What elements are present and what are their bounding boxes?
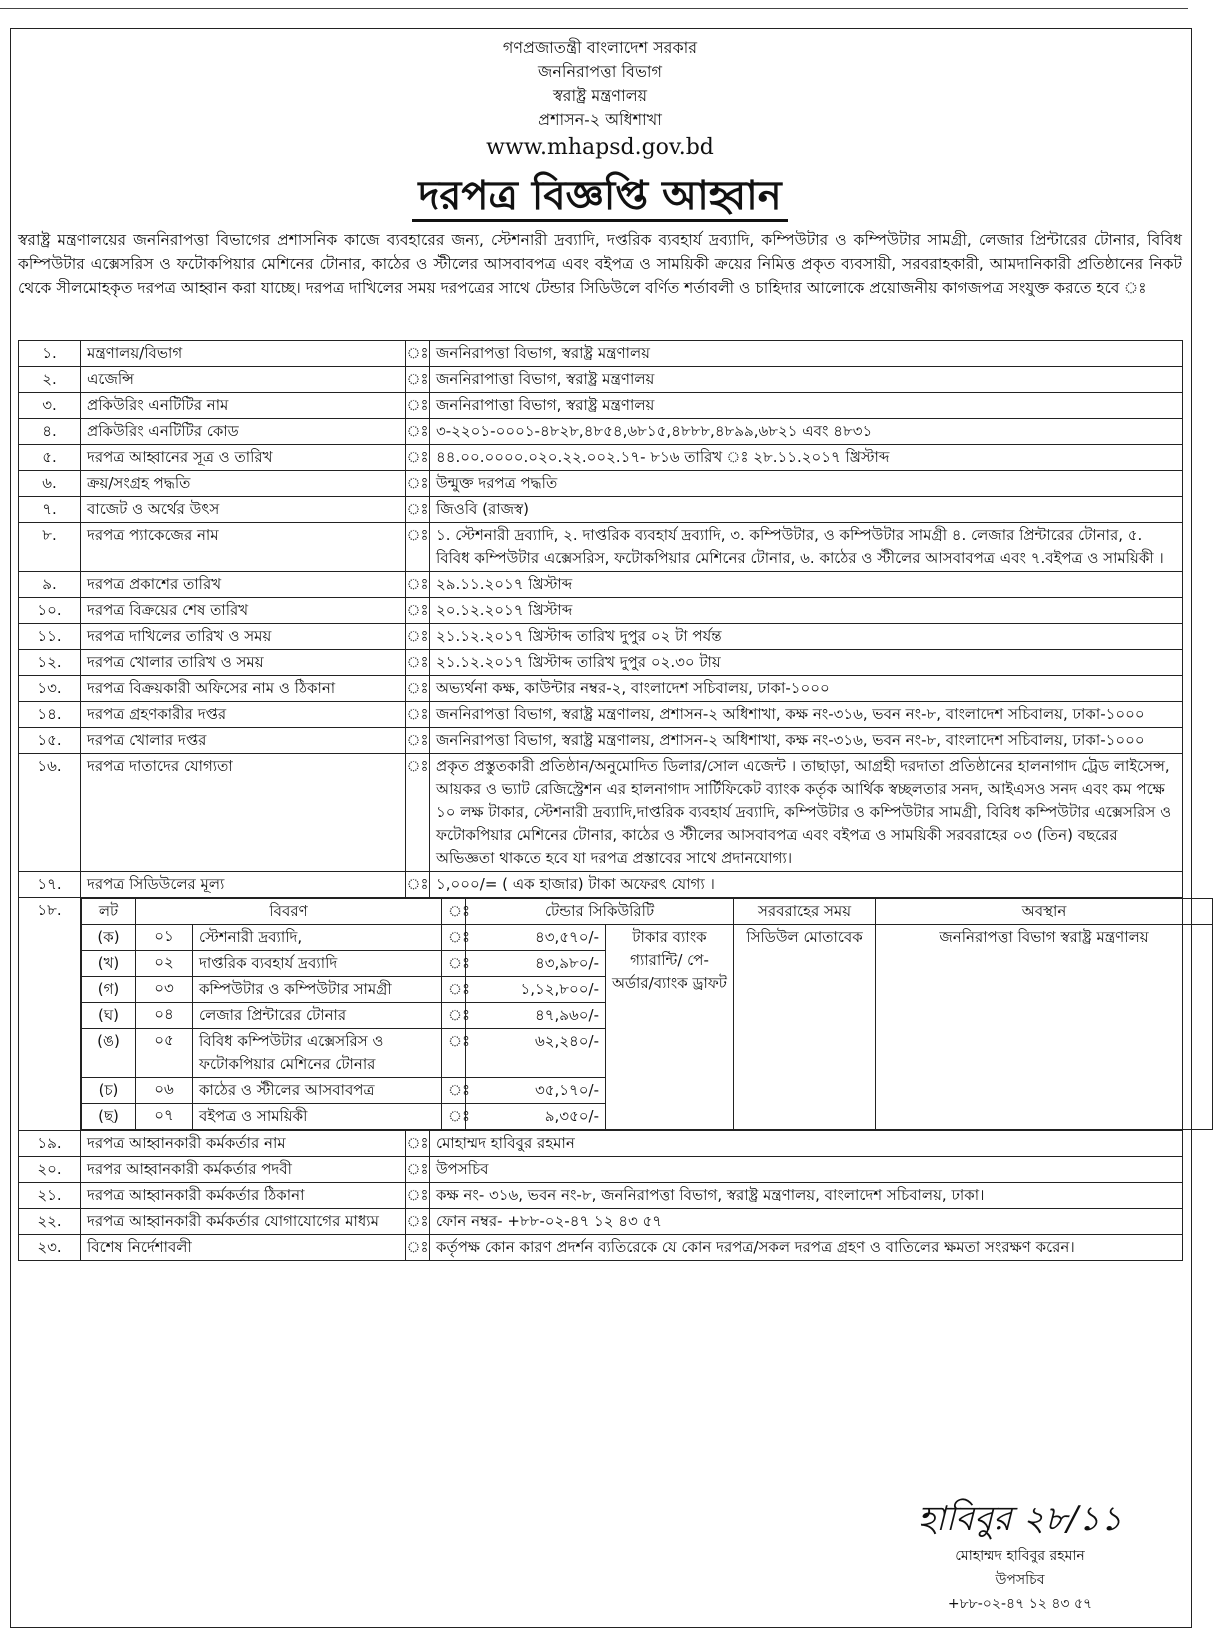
lot-description: লেজার প্রিন্টারের টোনার (192, 1003, 441, 1028)
lot-number: ০৫ (154, 1031, 174, 1049)
lot-description: বিবিধ কম্পিউটার এক্সেসরিস ও ফটোকপিয়ার মেশিনের টোনার (192, 1029, 441, 1077)
intro-paragraph: স্বরাষ্ট্র মন্ত্রণালয়ের জননিরাপত্তা বিভাগের প্রশাসনিক কাজে ব্যবহারের জন্য, স্টেশনারী দ্রব্যাদি, দপ্তরিক ব্যবহার্য দ্রব্যাদি, কম্পিউটার ও কম্পিউটার সামগ্রী, লেজার প্রিন্টারের টোনার, বিবিধ কম্পিউটার এক্সেসরিস ও ফটোকপিয়ার মেশিনের টোনার, কাঠের ও স্টীলের আসবাবপত্র এবং বইপত্র ও সাময়িকী ক্রয়ের নিমিত্ত প্রকৃত ব্যবসায়ী, সরবরাহকারী, আমদানিকারী প্রতিষ্ঠানের নিকট থেকে সীলমোহকৃত দরপত্র আহ্বান করা যাচ্ছে। দরপত্র দাখিলের সময় দরপত্রের সাথে টেন্ডার সিডিউলে বর্ণিত শর্তাবলী ও চাহিদার আলোকে প্রয়োজনীয় কাগজপত্র সংযুক্ত করতে হবে ঃ (18, 231, 1182, 297)
top-rule (0, 8, 1188, 9)
row-label: দরপত্র আহ্বানকারী কর্মকর্তার ঠিকানা (81, 1183, 406, 1209)
colon: ঃ (406, 341, 430, 367)
colon: ঃ (406, 598, 430, 624)
colon: ঃ (442, 1003, 466, 1029)
colon: ঃ (442, 951, 466, 977)
colon: ঃ (406, 497, 430, 523)
security-amount: ৩৫,১৭০/- (466, 1078, 606, 1104)
colon: ঃ (406, 445, 430, 471)
row-number: ১৩. (19, 676, 81, 702)
lot-col-head: লট (82, 899, 136, 925)
lot-item-cell (136, 1003, 442, 1029)
table-row (19, 393, 1183, 419)
row-label: দরপত্র প্যাকেজের নাম (81, 523, 406, 572)
security-amount: ৪৩,৯৮০/- (466, 951, 606, 977)
security-amount: ৯,৩৫০/- (466, 1104, 606, 1130)
colon: ঃ (406, 728, 430, 754)
row-number: ৩. (19, 393, 81, 419)
row-number: ১৬. (19, 754, 81, 872)
row-label: দরপত্র বিক্রয়কারী অফিসের নাম ও ঠিকানা (81, 676, 406, 702)
lot-item-cell (136, 1029, 442, 1078)
row-value: জননিরাপত্তা বিভাগ, স্বরাষ্ট্র মন্ত্রণালয়, প্রশাসন-২ অধিশাখা, কক্ষ নং-৩১৬, ভবন নং-৮, বাংলাদেশ সচিবালয়, ঢাকা-১০০০ (430, 728, 1183, 754)
colon: ঃ (442, 1104, 466, 1130)
security-amount: ১,১২,৮০০/- (466, 977, 606, 1003)
colon: ঃ (406, 702, 430, 728)
row-value: জননিরাপত্তা বিভাগ, স্বরাষ্ট্র মন্ত্রণালয় (430, 341, 1183, 367)
colon: ঃ (406, 650, 430, 676)
row-value: ২৯.১১.২০১৭ খ্রিস্টাব্দ (430, 572, 1183, 598)
colon: ঃ (442, 925, 466, 951)
signatory-name: মোহাম্মদ হাবিবুর রহমান (955, 1548, 1085, 1564)
table-row (19, 497, 1183, 523)
table-row (19, 702, 1183, 728)
row-value: উন্মুক্ত দরপত্র পদ্ধতি (430, 471, 1183, 497)
colon: ঃ (406, 572, 430, 598)
table-row (19, 1131, 1183, 1157)
lot-description: স্টেশনারী দ্রব্যাদি, (192, 925, 441, 950)
row-value: ১,০০০/= ( এক হাজার) টাকা অফেরৎ যোগ্য । (430, 872, 1183, 898)
delivery-location: জননিরাপত্তা বিভাগ স্বরাষ্ট্র মন্ত্রণালয় (876, 925, 1213, 1130)
row-value: উপসচিব (430, 1157, 1183, 1183)
row-label: দরপত্র খোলার তারিখ ও সময় (81, 650, 406, 676)
row-number: ৬. (19, 471, 81, 497)
colon: ঃ (406, 419, 430, 445)
table-row (19, 1183, 1183, 1209)
division-name: জননিরাপত্তা বিভাগ (538, 62, 662, 81)
row-label: দরপত্র আহ্বানকারী কর্মকর্তার যোগাযোগের মাধ্যম (81, 1209, 406, 1235)
table-row (19, 1157, 1183, 1183)
row-label: দরপত্র খোলার দপ্তর (81, 728, 406, 754)
lot-item-id: (ক) (82, 925, 136, 951)
lot-description: কাঠের ও স্টীলের আসবাবপত্র (192, 1078, 441, 1103)
row-value: ২১.১২.২০১৭ খ্রিস্টাব্দ তারিখ দুপুর ০২.৩০ টায় (430, 650, 1183, 676)
signatory-designation: উপসচিব (995, 1572, 1045, 1588)
colon: ঃ (442, 899, 466, 925)
row-label: ক্রয়/সংগ্রহ পদ্ধতি (81, 471, 406, 497)
lot-item-id: (গ) (82, 977, 136, 1003)
colon: ঃ (406, 676, 430, 702)
table-row (19, 650, 1183, 676)
lot-item-cell (136, 951, 442, 977)
row-value: ফোন নম্বর- +৮৮-০২-৪৭ ১২ ৪৩ ৫৭ (430, 1209, 1183, 1235)
row-label: দরপত্র বিক্রয়ের শেষ তারিখ (81, 598, 406, 624)
lot-number: ০৬ (154, 1080, 174, 1098)
table-row (19, 624, 1183, 650)
row-value: জিওবি (রাজস্ব) (430, 497, 1183, 523)
colon: ঃ (406, 471, 430, 497)
tender-table (18, 340, 1183, 1261)
notice-title (0, 172, 1200, 220)
lot-item-cell (136, 925, 442, 951)
row-label: প্রকিউরিং এনটিটির নাম (81, 393, 406, 419)
row-value: প্রকৃত প্রস্তুতকারী প্রতিষ্ঠান/অনুমোদিত ডিলার/সোল এজেন্ট । তাছাড়া, আগ্রহী দরদাতা প্রতিষ্ঠানের হালনাগাদ ট্রেড লাইসেন্স, আয়কর ও ভ্যাট রেজিস্ট্রেশন এর হালনাগাদ সার্টিফিকেট ব্যাংক কর্তৃক আর্থিক স্বচ্ছলতার সনদ, আইএসও সনদ এবং কম পক্ষে ১০ লক্ষ টাকার, স্টেশনারী দ্রব্যাদি,দাপ্তরিক ব্যবহার্য দ্রব্যাদি, কম্পিউটার ও কম্পিউটার সামগ্রী, বিবিধ কম্পিউটার এক্সেসরিস ও ফটোকপিয়ার মেশিনের টোনার, কাঠের ও স্টীলের আসবাবপত্র এবং বইপত্র ও সাময়িকী সরবরাহের ০৩ (তিন) বছরের অভিজ্ঞতা থাকতে হবে যা দরপত্র প্রস্তাবের সাথে প্রদানযোগ্য। (430, 754, 1183, 872)
colon: ঃ (406, 872, 430, 898)
table-row (19, 367, 1183, 393)
row-number: ১৮. (19, 898, 81, 1131)
colon: ঃ (442, 1029, 466, 1078)
row-number: ১৫. (19, 728, 81, 754)
row-number: ২২. (19, 1209, 81, 1235)
table-row (19, 1209, 1183, 1235)
security-col-head: টেন্ডার সিকিউরিটি (466, 899, 734, 925)
lot-cell (81, 898, 1183, 1131)
lot-item-id: (চ) (82, 1078, 136, 1104)
row-label: মন্ত্রণালয়/বিভাগ (81, 341, 406, 367)
letterhead (0, 36, 1200, 162)
colon: ঃ (406, 1209, 430, 1235)
row-label: দরপত্র দাতাদের যোগ্যতা (81, 754, 406, 872)
delivery-time: সিডিউল মোতাবেক (734, 925, 876, 1130)
colon: ঃ (406, 367, 430, 393)
lot-number: ০২ (154, 953, 174, 971)
lot-description: কম্পিউটার ও কম্পিউটার সামগ্রী (192, 977, 441, 1002)
signature-block (880, 1494, 1160, 1616)
lot-item-id: (ঘ) (82, 1003, 136, 1029)
row-number: ১৯. (19, 1131, 81, 1157)
lot-item-id: (ছ) (82, 1104, 136, 1130)
signatory-phone: +৮৮-০২-৪৭ ১২ ৪৩ ৫৭ (947, 1596, 1093, 1612)
table-row (19, 728, 1183, 754)
desc-col-head: বিবরণ (136, 899, 442, 925)
lot-description: দাপ্তরিক ব্যবহার্য দ্রব্যাদি (192, 951, 441, 976)
lot-item-cell (136, 977, 442, 1003)
row-number: ৮. (19, 523, 81, 572)
ministry-name: স্বরাষ্ট্র মন্ত্রণালয় (552, 86, 648, 105)
row-value: ১. স্টেশনারী দ্রব্যাদি, ২. দাপ্তরিক ব্যবহার্য দ্রব্যাদি, ৩. কম্পিউটার, ও কম্পিউটার সামগ্রী ৪. লেজার প্রিন্টারের টোনার, ৫. বিবিধ কম্পিউটার এক্সেসরিস, ফটোকপিয়ার মেশিনের টোনার, ৬. কাঠের ও স্টীলের আসবাবপত্র এবং ৭.বইপত্র ও সাময়িকী । (430, 523, 1183, 572)
row-label: বিশেষ নির্দেশাবলী (81, 1235, 406, 1261)
time-col-head: সরবরাহের সময় (734, 899, 876, 925)
row-value: ৪৪.০০.০০০০.০২০.২২.০০২.১৭- ৮১৬ তারিখ ঃ ২৮.১১.২০১৭ খ্রিস্টাব্দ (430, 445, 1183, 471)
table-row (19, 676, 1183, 702)
row-value: জননিরাপাত্তা বিভাগ, স্বরাষ্ট্র মন্ত্রণালয় (430, 367, 1183, 393)
row-value: কর্তৃপক্ষ কোন কারণ প্রদর্শন ব্যতিরেকে যে কোন দরপত্র/সকল দরপত্র গ্রহণ ও বাতিলের ক্ষমতা সংরক্ষণ করেন। (430, 1235, 1183, 1261)
colon: ঃ (406, 523, 430, 572)
row-value: মোহাম্মদ হাবিবুর রহমান (430, 1131, 1183, 1157)
row-value: অভ্যর্থনা কক্ষ, কাউন্টার নম্বর-২, বাংলাদেশ সচিবালয়, ঢাকা-১০০০ (430, 676, 1183, 702)
table-row (19, 872, 1183, 898)
payment-form: টাকার ব্যাংক গ্যারান্টি/ পে-অর্ডার/ব্যাংক ড্রাফট (606, 925, 734, 1130)
lot-header-row (82, 899, 1213, 925)
title-text: দরপত্র বিজ্ঞপ্তি আহ্বান (412, 172, 787, 222)
security-amount: ৪৭,৯৬০/- (466, 1003, 606, 1029)
table-row (19, 598, 1183, 624)
lot-table (81, 898, 1213, 1130)
lot-number: ০১ (154, 927, 174, 945)
row-label: দরপত্র প্রকাশের তারিখ (81, 572, 406, 598)
row-number: ১২. (19, 650, 81, 676)
row-label: দরপর আহ্বানকারী কর্মকর্তার পদবী (81, 1157, 406, 1183)
row-number: ১৭. (19, 872, 81, 898)
row-label: দরপত্র আহ্বানকারী কর্মকর্তার নাম (81, 1131, 406, 1157)
table-row (19, 341, 1183, 367)
table-row (19, 754, 1183, 872)
row-label: দরপত্র আহ্বানের সূত্র ও তারিখ (81, 445, 406, 471)
row-number: ১১. (19, 624, 81, 650)
row-number: ২১. (19, 1183, 81, 1209)
lot-item-id: (খ) (82, 951, 136, 977)
row-label: বাজেট ও অর্থের উৎস (81, 497, 406, 523)
colon: ঃ (406, 393, 430, 419)
row-value: ২০.১২.২০১৭ খ্রিস্টাব্দ (430, 598, 1183, 624)
lot-item-cell (136, 1078, 442, 1104)
row-value: ৩-২২০১-০০০১-৪৮২৮,৪৮৫৪,৬৮১৫,৪৮৮৮,৪৮৯৯,৬৮২১ এবং ৪৮৩১ (430, 419, 1183, 445)
row-number: ২০. (19, 1157, 81, 1183)
table-row (19, 1235, 1183, 1261)
row-number: ২৩. (19, 1235, 81, 1261)
lot-number: ০৪ (154, 1005, 174, 1023)
row-value: জননিরাপাত্তা বিভাগ, স্বরাষ্ট্র মন্ত্রণালয় (430, 393, 1183, 419)
row-label: দরপত্র সিডিউলের মূল্য (81, 872, 406, 898)
row-label: এজেন্সি (81, 367, 406, 393)
colon: ঃ (406, 1157, 430, 1183)
lot-description: বইপত্র ও সাময়িকী (192, 1104, 441, 1129)
location-col-head: অবস্থান (876, 899, 1213, 925)
signature: হাবিবুর ২৮/১১ (917, 1499, 1123, 1539)
lot-number: ০৭ (154, 1106, 174, 1124)
govt-name: গণপ্রজাতন্ত্রী বাংলাদেশ সরকার (502, 38, 698, 57)
row-number: ৪. (19, 419, 81, 445)
table-row (19, 572, 1183, 598)
table-row (19, 445, 1183, 471)
wing-name: প্রশাসন-২ অধিশাখা (538, 110, 662, 129)
row-number: ১. (19, 341, 81, 367)
website-url: www.mhapsd.gov.bd (486, 135, 714, 160)
colon: ঃ (442, 977, 466, 1003)
colon: ঃ (406, 1131, 430, 1157)
row-number: ১০. (19, 598, 81, 624)
lot-item-row (82, 925, 1213, 951)
row-number: ১৪. (19, 702, 81, 728)
lot-item-id: (ঙ) (82, 1029, 136, 1078)
colon: ঃ (406, 1183, 430, 1209)
table-row (19, 523, 1183, 572)
row-number: ৫. (19, 445, 81, 471)
colon: ঃ (406, 1235, 430, 1261)
colon: ঃ (406, 624, 430, 650)
row-value: কক্ষ নং- ৩১৬, ভবন নং-৮, জননিরাপত্তা বিভাগ, স্বরাষ্ট্র মন্ত্রণালয়, বাংলাদেশ সচিবালয়, ঢাকা। (430, 1183, 1183, 1209)
row-value: জননিরাপত্তা বিভাগ, স্বরাষ্ট্র মন্ত্রণালয়, প্রশাসন-২ অধিশাখা, কক্ষ নং-৩১৬, ভবন নং-৮, বাংলাদেশ সচিবালয়, ঢাকা-১০০০ (430, 702, 1183, 728)
security-amount: ৬২,২৪০/- (466, 1029, 606, 1078)
colon: ঃ (442, 1078, 466, 1104)
row-number: ৯. (19, 572, 81, 598)
row-label: প্রকিউরিং এনটিটির কোড (81, 419, 406, 445)
row-number: ৭. (19, 497, 81, 523)
table-row (19, 419, 1183, 445)
security-amount: ৪৩,৫৭০/- (466, 925, 606, 951)
row-label: দরপত্র দাখিলের তারিখ ও সময় (81, 624, 406, 650)
row-label: দরপত্র গ্রহণকারীর দপ্তর (81, 702, 406, 728)
table-row (19, 471, 1183, 497)
lot-number: ০৩ (154, 979, 174, 997)
lot-row (19, 898, 1183, 1131)
colon: ঃ (406, 754, 430, 872)
row-number: ২. (19, 367, 81, 393)
row-value: ২১.১২.২০১৭ খ্রিস্টাব্দ তারিখ দুপুর ০২ টা পর্যন্ত (430, 624, 1183, 650)
lot-item-cell (136, 1104, 442, 1130)
